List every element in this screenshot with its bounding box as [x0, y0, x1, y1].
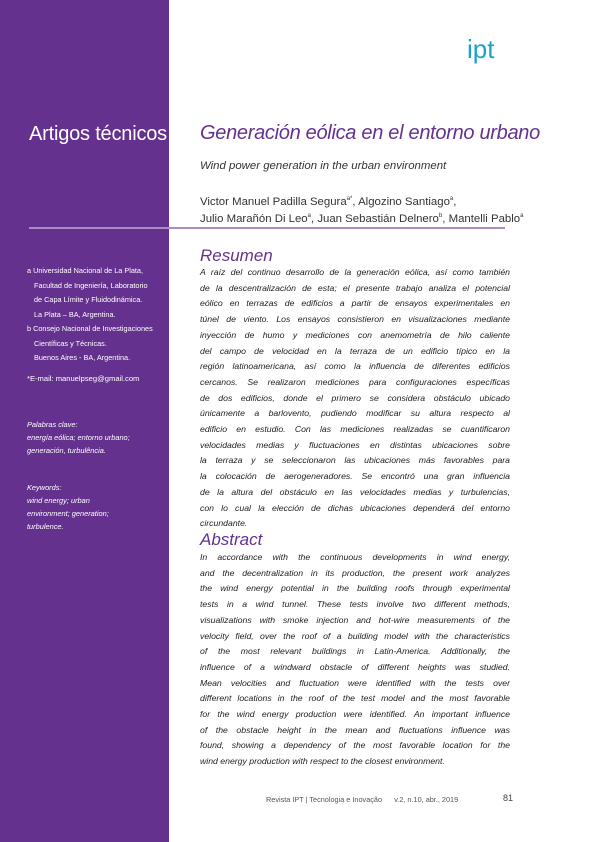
text-line: A raíz del continuo desarrollo de la generación eólica, así como también: [200, 267, 510, 277]
author-affil-mark: a*: [346, 196, 353, 202]
text-line: tests in a wind tunnel. These tests involve two different methods,: [200, 599, 510, 610]
text-line: and the decentralization in its production, the present work analyzes: [200, 567, 510, 578]
author-line: [200, 209, 523, 226]
keywords-es: [27, 418, 165, 457]
author-name: Victor Manuel Padilla Segura: [200, 195, 347, 208]
author-affil-mark: a: [307, 213, 311, 220]
text-line: the wind energy potential in the building roofs through experimental: [200, 583, 510, 594]
author-line: [200, 192, 523, 209]
affiliations: [27, 264, 165, 366]
author-name: , Juan Sebastián Delnero: [310, 213, 439, 226]
text-line: del campo de velocidad en la terraza de un edificio típico en la: [200, 345, 510, 356]
text-line: different locations in the roof of the test model and the most favorable: [200, 693, 510, 704]
text-line: con lo cual la elección de dichas ubicaciones dependerá del entorno: [200, 502, 510, 513]
resumen-body: [200, 265, 510, 532]
text-line: of the obstacle height in the mean and fluctuations influence was: [200, 724, 510, 735]
affiliation-line: Facultad de Ingeniería, Laboratorio: [34, 280, 148, 290]
text-line: únicamente a barlovento, pudiendo modificar su altura respecto al: [200, 408, 510, 419]
author-list: [200, 192, 523, 227]
text-line: visualizations with smoke injection and hot-wire measurements of the: [200, 614, 510, 625]
section-title: Artigos técnicos: [29, 123, 167, 145]
keywords-es-line: generación, turbulência.: [27, 446, 106, 455]
text-line: wind energy production with respect to the closest environment.: [200, 756, 445, 767]
keywords-en-line: turbulence.: [27, 522, 64, 531]
text-line: la terraza y se seleccionaron las ubicaciones más favorables para: [200, 455, 510, 466]
text-line: of the most relevant buildings in Latin-America. Additionally, the: [200, 646, 510, 657]
affiliation-line: La Plata – BA, Argentina.: [34, 309, 116, 319]
logo-text: ipt: [467, 34, 495, 64]
text-line: de la descentralización de esta; el presente trabajo analiza el potencial: [200, 282, 510, 293]
journal-name: Revista IPT | Tecnologia e Inovação: [266, 795, 383, 804]
keywords-en: [27, 481, 165, 533]
affiliation-line: Buenos Aires - BA, Argentina.: [34, 353, 131, 362]
keywords-es-line: energía eólica; entorno urbano;: [27, 433, 130, 442]
affiliation-line: de Capa Límite y Fluidodinámica.: [34, 295, 143, 304]
keywords-en-label: Keywords:: [27, 483, 62, 492]
keywords-en-line: environment; generation;: [27, 509, 109, 518]
paper-title: Generación eólica en el entorno urbano: [200, 122, 540, 144]
affiliation-line: Científicas y Técnicas.: [34, 338, 107, 348]
text-line: túnel de viento. Los ensayos consistieron en visualizaciones mediante: [200, 314, 510, 325]
text-line: la colocación de aerogeneradores. Se encontró una gran influencia: [200, 471, 510, 482]
text-line: found, showing a dependency of the most favorable location for the: [200, 740, 510, 751]
text-line: edificio en estudio. Con las mediciones realizadas se cuantificaron: [200, 424, 510, 435]
affiliation-line: b Consejo Nacional de Investigaciones: [27, 324, 153, 333]
text-line: influence of a windward obstacle of different heights was studied.: [200, 661, 510, 672]
text-line: In accordance with the continuous developments in wind energy,: [200, 552, 510, 562]
keywords-es-label: Palabras clave:: [27, 420, 78, 429]
text-line: de la altura del obstáculo en las velocidades medias y turbulencias,: [200, 486, 510, 497]
text-line: velocidades medias y fluctuaciones en distintas ubicaciones sobre: [200, 439, 510, 450]
abstract-body: [200, 550, 510, 770]
author-name: Julio Marañón Di Leo: [200, 213, 308, 226]
author-name: , Mantelli Pablo: [442, 213, 521, 226]
author-name: , Algozino Santiago: [352, 195, 450, 208]
keywords-en-line: wind energy; urban: [27, 496, 90, 505]
resumen-heading: Resumen: [200, 246, 273, 265]
author-affil-mark: a: [449, 196, 454, 202]
text-line: circundante.: [200, 518, 248, 529]
text-line: Mean velocities and fluctuation were identified with the tests over: [200, 677, 510, 688]
text-line: for the wind energy production were identified. An important influence: [200, 709, 510, 720]
title-divider: [169, 227, 505, 229]
paper-subtitle: Wind power generation in the urban environment: [200, 160, 447, 172]
sidebar-divider: [29, 227, 169, 229]
text-line: cercanos. Se realizaron mediciones para configuraciones específicas: [200, 376, 510, 387]
abstract-heading: Abstract: [200, 530, 263, 549]
author-affil-mark: b: [438, 213, 443, 220]
text-line: eólico en terrazas de edificios a partir de ensayos experimentales en: [200, 298, 510, 309]
journal-issue: v.2, n.10, abr., 2019: [394, 795, 459, 804]
text-line: de dos edificios, donde el primero se considera obstáculo ubicado: [200, 392, 510, 403]
page-number: 81: [503, 793, 514, 803]
author-email: *E-mail: manuelpseg@gmail.com: [27, 374, 140, 383]
author-separator: ,: [453, 195, 457, 208]
ipt-logo: [467, 34, 513, 64]
sidebar-panel: [0, 0, 169, 842]
affiliation-line: a Universidad Nacional de La Plata,: [27, 266, 144, 275]
text-line: región latinoamericana, así como la influencia de diferentes edificios: [200, 361, 510, 372]
text-line: velocity field, over the roof of a building model with the characteristics: [200, 630, 510, 641]
page-footer: [266, 795, 458, 804]
text-line: inyección de humo y mediciones con anemometría de hilo caliente: [200, 329, 510, 340]
author-affil-mark: a: [520, 213, 524, 220]
